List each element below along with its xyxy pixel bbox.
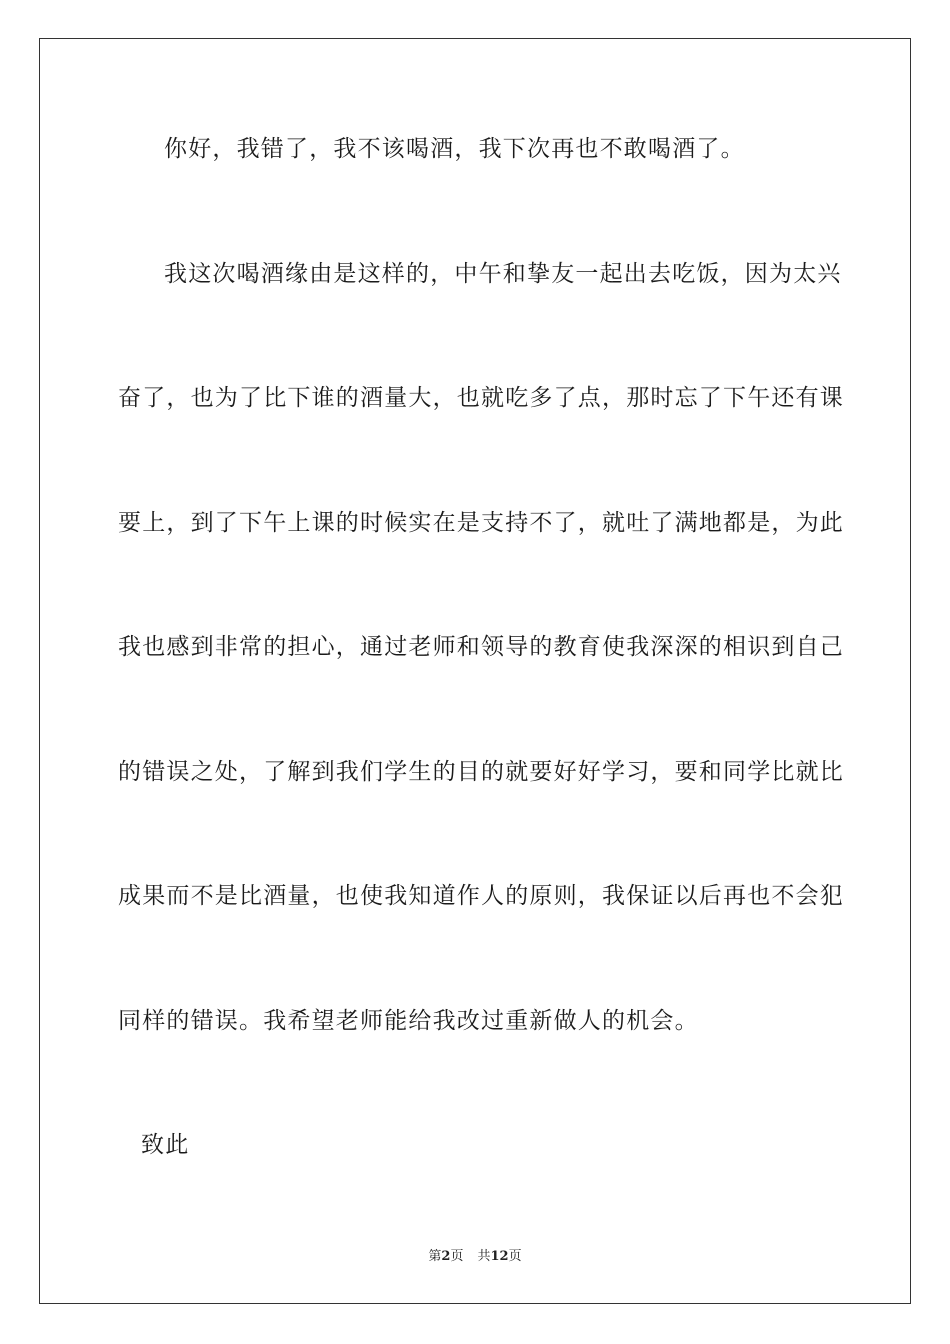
total-pages: 12 bbox=[490, 1249, 509, 1264]
total-suffix: 页 bbox=[508, 1249, 522, 1264]
page-suffix: 页 bbox=[450, 1249, 464, 1264]
page-footer bbox=[0, 1248, 950, 1266]
paragraph-line-2: 奋了，也为了比下谁的酒量大，也就吃多了点，那时忘了下午还有课 bbox=[118, 385, 844, 411]
page-number: 2 bbox=[441, 1249, 451, 1264]
paragraph-line-6: 成果而不是比酒量，也使我知道作人的原则，我保证以后再也不会犯 bbox=[118, 883, 844, 909]
page-prefix: 第 bbox=[428, 1249, 442, 1264]
closing-text: 致此 bbox=[141, 1132, 190, 1158]
paragraph-line-5: 的错误之处，了解到我们学生的目的就要好好学习，要和同学比就比 bbox=[118, 759, 844, 785]
paragraph-line-4: 我也感到非常的担心，通过老师和领导的教育使我深深的相识到自己 bbox=[118, 634, 844, 660]
total-prefix: 共 bbox=[477, 1249, 491, 1264]
paragraph-greeting: 你好，我错了，我不该喝酒，我下次再也不敢喝酒了。 bbox=[164, 136, 745, 162]
paragraph-line-7: 同样的错误。我希望老师能给我改过重新做人的机会。 bbox=[118, 1008, 699, 1034]
page-frame bbox=[39, 38, 911, 1304]
paragraph-line-1: 我这次喝酒缘由是这样的，中午和挚友一起出去吃饭，因为太兴 bbox=[164, 261, 842, 287]
paragraph-line-3: 要上，到了下午上课的时候实在是支持不了，就吐了满地都是，为此 bbox=[118, 510, 844, 536]
